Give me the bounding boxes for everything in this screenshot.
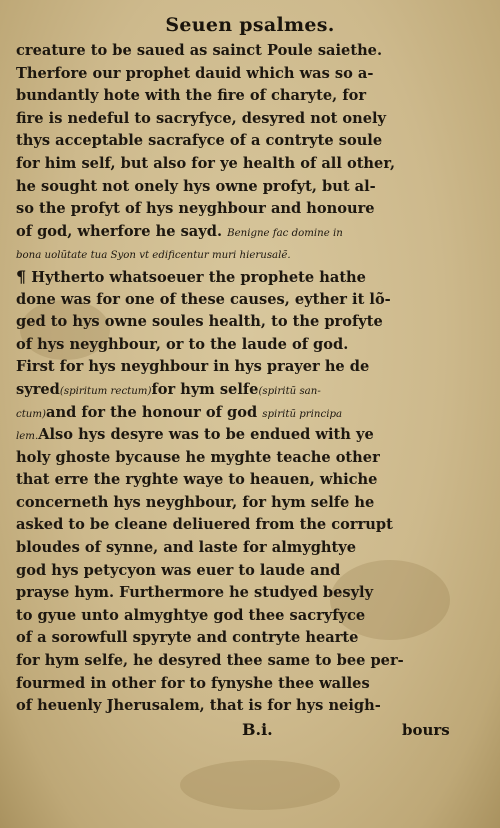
text-line: to gyue unto almyghtye god thee sacryfyce [16,606,366,624]
body-text [16,40,446,718]
text-line [16,402,446,425]
paper-stain [180,760,340,810]
text-line: fourmed in other for to fynyshe thee walles [16,674,370,692]
text-line: asked to be cleane deliuered from the corrupt [16,516,393,534]
text-line: holy ghoste bycause he myghte teache other [16,448,380,466]
text-line: of heuenly Jherusalem, that is for hys neigh- [16,697,381,715]
pilcrow-mark: ¶ [16,266,27,286]
text-line: bloudes of synne, and laste for almyghtye [16,539,357,557]
text-line: for him self, but also for ye health of all other, [16,154,396,172]
text-line: so the profyt of hys neyghbour and honoure [16,200,375,218]
running-head: Seuen psalmes. [165,14,335,36]
text-line: for hym selfe, he desyred thee same to bee per- [16,652,404,670]
catchword: bours [402,721,450,739]
text-line: done was for one of these causes, eyther it lõ- [16,290,391,308]
text-line [16,221,446,244]
text-line: god hys petycyon was euer to laude and [16,561,341,579]
latin-quotation: (spiritũ san- [258,385,321,397]
latin-quotation: bona uolũtate tua Syon vt edificentur muri hierusalẽ. [16,250,291,262]
text-line: prayse hym. Furthermore he studyed besyly [16,584,374,602]
text-segment: Hytherto whatsoeuer the prophete hathe [31,268,366,286]
text-line: thys acceptable sacrafyce of a contryte soule [16,132,383,150]
text-line: ged to hys owne soules health, to the profyte [16,313,383,331]
text-line [16,424,446,447]
text-segment: Also hys desyre was to be endued with ye [38,426,374,444]
latin-quotation: ctum) [16,408,46,420]
text-line: creature to be saued as sainct Poule saiethe. [16,42,383,59]
text-segment: and for the honour of god [46,403,258,421]
text-segment: for hym selfe [151,380,259,398]
signature-mark: B.i. [242,720,273,739]
text-line: fire is nedeful to sacryfyce, desyred not onely [16,109,387,127]
text-line: of a sorowfull spyryte and contryte hearte [16,629,359,647]
text-segment: of god, wherfore he sayd. [16,222,223,240]
text-line: he sought not onely hys owne profyt, but al- [16,177,376,195]
latin-quotation: lem. [16,431,39,443]
text-line: that erre the ryghte waye to heauen, whiche [16,471,378,489]
text-line: Therfore our prophet dauid which was so a- [16,64,374,82]
latin-quotation: (spiritum rectum) [59,385,152,397]
latin-quotation: spiritũ principa [262,408,343,420]
text-line [16,243,446,266]
latin-quotation: Benigne fac domine in [227,227,343,239]
text-line: bundantly hote with the fire of charyte, for [16,87,367,105]
text-segment: syred [16,380,60,398]
text-line: of hys neyghbour, or to the laude of god. [16,335,349,353]
text-line [16,379,446,402]
text-line: concerneth hys neyghbour, for hym selfe he [16,493,375,511]
text-line: First for hys neyghbour in hys prayer he de [16,358,370,376]
text-line [16,266,446,289]
